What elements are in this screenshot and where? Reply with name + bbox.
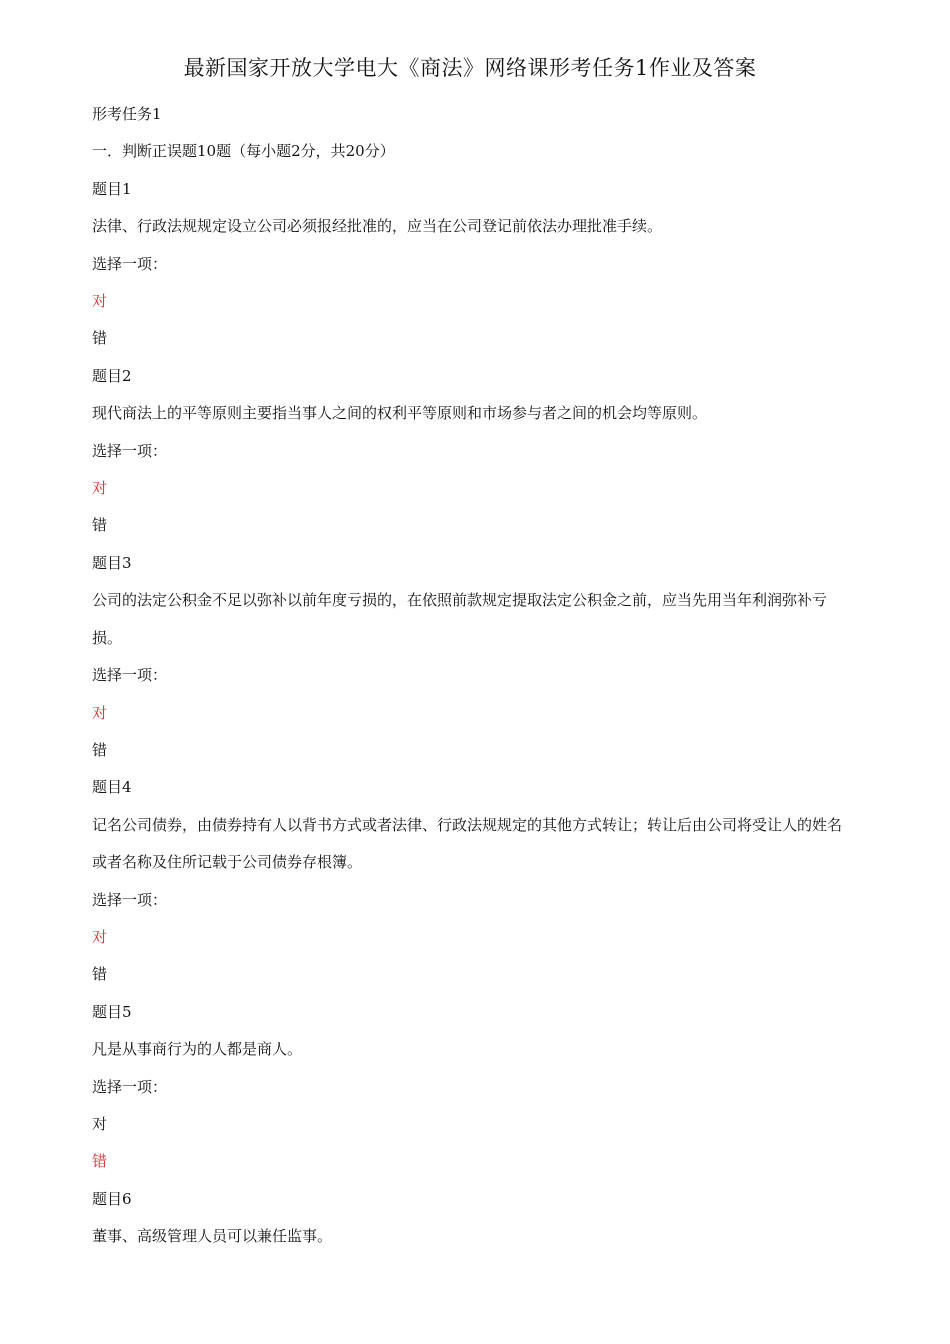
option-false: 错	[92, 516, 108, 535]
question-text: 法律、行政法规规定设立公司必须报经批准的，应当在公司登记前依法办理批准手续。	[92, 217, 663, 236]
question-block	[92, 358, 858, 545]
option-false: 错	[92, 965, 108, 984]
question-label: 题目3	[92, 553, 132, 572]
question-text: 记名公司债券，由债券持有人以背书方式或者法律、行政法规规定的其他方式转让；转让后由公司将受让人的姓名或者名称及住所记载于公司债券存根簿。	[92, 815, 843, 872]
question-text: 凡是从事商行为的人都是商人。	[92, 1040, 303, 1059]
question-block	[92, 994, 858, 1181]
question-text: 董事、高级管理人员可以兼任监事。	[92, 1227, 333, 1246]
option-false: 错	[92, 329, 108, 348]
document-title: 最新国家开放大学电大《商法》网络课形考任务1作业及答案	[183, 56, 757, 80]
question-label: 题目5	[92, 1002, 132, 1021]
option-true-correct: 对	[92, 927, 108, 946]
option-true-correct: 对	[92, 703, 108, 722]
choose-one-label: 选择一项：	[92, 666, 168, 685]
choose-one-label: 选择一项：	[92, 441, 168, 460]
option-true: 对	[92, 1114, 108, 1133]
question-text: 公司的法定公积金不足以弥补以前年度亏损的，在依照前款规定提取法定公积金之前，应当先用当年利润弥补亏损。	[92, 591, 828, 647]
option-true-correct: 对	[92, 479, 108, 498]
choose-one-label: 选择一项：	[92, 1077, 168, 1096]
task-label: 形考任务1	[92, 105, 162, 123]
question-block	[92, 545, 858, 769]
choose-one-label: 选择一项：	[92, 890, 168, 909]
option-true-correct: 对	[92, 292, 108, 311]
section-heading: 一．判断正误题10题（每小题2分，共20分）	[92, 142, 395, 161]
question-label: 题目4	[92, 778, 132, 797]
question-block	[92, 1181, 858, 1256]
choose-one-label: 选择一项：	[92, 254, 168, 273]
question-block	[92, 769, 858, 993]
question-label: 题目2	[92, 366, 132, 385]
question-label: 题目6	[92, 1189, 132, 1208]
option-false-correct: 错	[92, 1152, 108, 1171]
option-false: 错	[92, 740, 108, 759]
question-block	[92, 171, 858, 358]
question-label: 题目1	[92, 179, 132, 198]
question-text: 现代商法上的平等原则主要指当事人之间的权利平等原则和市场参与者之间的机会均等原则。	[92, 404, 708, 423]
